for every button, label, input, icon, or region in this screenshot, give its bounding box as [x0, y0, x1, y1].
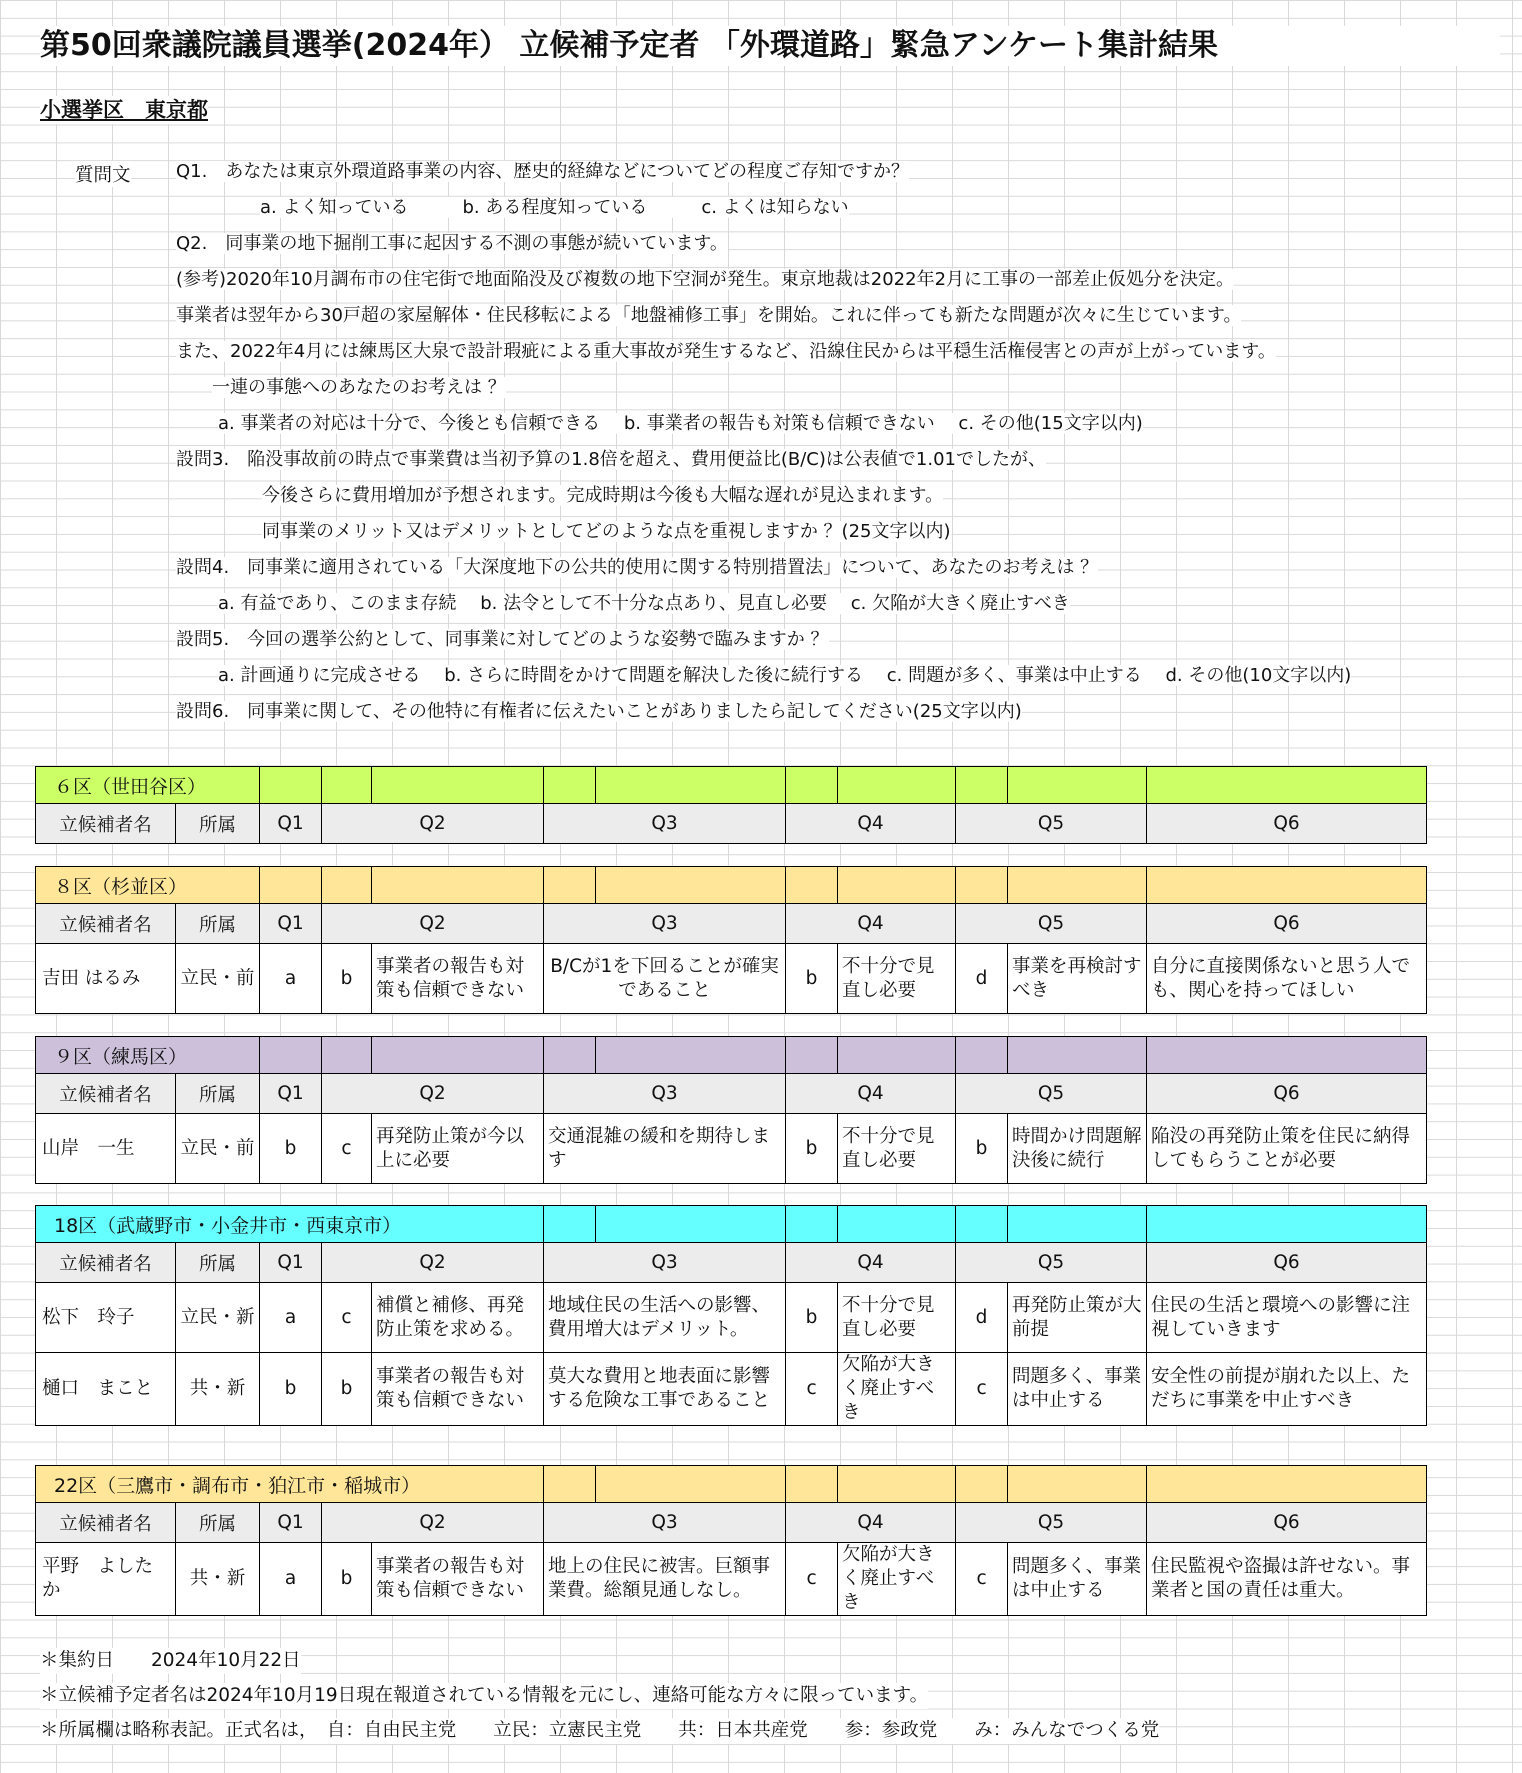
footnote-candidates: ＊立候補予定者名は2024年10月19日現在報道されている情報を元にし、連絡可能な方々に限っています。 — [40, 1683, 928, 1709]
col-q4: Q4 — [786, 1503, 956, 1543]
answer-q5: c — [956, 1353, 1008, 1426]
answer-q1: a — [260, 944, 322, 1014]
question-line: a. 事業者の対応は十分で、今後とも信頼できる b. 事業者の報告も対策も信頼できない c. その他(15文字以内) — [218, 413, 1143, 434]
col-q6: Q6 — [1147, 904, 1427, 944]
page-title: 第50回衆議院議員選挙(2024年） 立候補予定者 「外環道路」緊急アンケート集計結果 — [40, 26, 1500, 66]
column-header-row — [36, 1074, 1427, 1114]
district-header-row — [36, 1466, 1427, 1503]
col-q5: Q5 — [956, 804, 1147, 844]
district-table-setagaya — [35, 766, 1427, 844]
col-q3: Q3 — [544, 904, 786, 944]
question-line: a. よく知っている b. ある程度知っている c. よくは知らない — [260, 197, 849, 218]
answer-q2: b — [322, 1543, 372, 1616]
answer-q5: d — [956, 1283, 1008, 1353]
answer-q5-text: 問題多く、事業は中止する — [1008, 1543, 1147, 1616]
district-table-nerima — [35, 1036, 1427, 1184]
question-line: 一連の事態へのあなたのお考えは ？ — [212, 377, 506, 398]
district-header-row — [36, 767, 1427, 804]
col-q4: Q4 — [786, 804, 956, 844]
col-party: 所属 — [176, 1074, 260, 1114]
answer-q1: b — [260, 1114, 322, 1184]
answer-q5-text: 時間かけ問題解決後に続行 — [1008, 1114, 1147, 1184]
col-q6: Q6 — [1147, 1074, 1427, 1114]
question-line: 設問6. 同事業に関して、その他特に有権者に伝えたいことがありましたら記してください(25文字以内) — [176, 701, 1022, 722]
answer-q6: 住民監視や盗撮は許せない。事業者と国の責任は重大。 — [1147, 1543, 1427, 1616]
col-q2: Q2 — [322, 1503, 544, 1543]
question-line: 同事業のメリット又はデメリットとしてどのような点を重視しますか ？(25文字以内) — [262, 521, 951, 542]
district-label: 18区（武蔵野市・小金井市・西東京市） — [36, 1206, 544, 1243]
answer-q4-text: 欠陥が大きく廃止すべき — [838, 1353, 956, 1426]
table-row — [36, 1283, 1427, 1353]
answer-q2: c — [322, 1114, 372, 1184]
question-line: また、2022年4月には練馬区大泉で設計瑕疵による重大事故が発生するなど、沿線住民からは平穏生活権侵害との声が上がっています。 — [176, 341, 1276, 362]
col-q6: Q6 — [1147, 1503, 1427, 1543]
answer-q1: a — [260, 1283, 322, 1353]
answer-q4: b — [786, 1114, 838, 1184]
col-q3: Q3 — [544, 1243, 786, 1283]
col-q2: Q2 — [322, 904, 544, 944]
answer-q6: 住民の生活と環境への影響に注視していきます — [1147, 1283, 1427, 1353]
candidate-party: 立民・新 — [176, 1283, 260, 1353]
table-row — [36, 1114, 1427, 1184]
answer-q5: c — [956, 1543, 1008, 1616]
answer-q5: b — [956, 1114, 1008, 1184]
col-q3: Q3 — [544, 804, 786, 844]
candidate-party: 共・新 — [176, 1543, 260, 1616]
answer-q1: a — [260, 1543, 322, 1616]
question-line: (参考)2020年10月調布市の住宅街で地面陥没及び複数の地下空洞が発生。東京地裁は2022年2月に工事の一部差止仮処分を決定。 — [176, 269, 1235, 290]
col-q3: Q3 — [544, 1503, 786, 1543]
question-line: 事業者は翌年から30戸超の家屋解体・住民移転による「地盤補修工事」を開始。これに伴っても新たな問題が次々に生じています。 — [176, 305, 1242, 326]
district-header-row — [36, 1206, 1427, 1243]
col-q2: Q2 — [322, 1074, 544, 1114]
answer-q5-text: 事業を再検討すべき — [1008, 944, 1147, 1014]
table-row — [36, 1543, 1427, 1616]
answer-q2-text: 事業者の報告も対策も信頼できない — [372, 1543, 544, 1616]
district-label: ９区（練馬区） — [36, 1037, 260, 1074]
question-line: 設問5. 今回の選挙公約として、同事業に対してどのような姿勢で臨みますか ？ — [176, 629, 829, 650]
col-q4: Q4 — [786, 1243, 956, 1283]
col-name: 立候補者名 — [36, 904, 176, 944]
col-party: 所属 — [176, 904, 260, 944]
table-row — [36, 1353, 1427, 1426]
col-q3: Q3 — [544, 1074, 786, 1114]
answer-q1: b — [260, 1353, 322, 1426]
col-q4: Q4 — [786, 904, 956, 944]
question-line: a. 計画通りに完成させる b. さらに時間をかけて問題を解決した後に続行する c. 問題が多く、事業は中止する d. その他(10文字以内) — [218, 665, 1352, 686]
district-table-mitaka — [35, 1465, 1427, 1616]
district-table-suginami — [35, 866, 1427, 1014]
col-q1: Q1 — [260, 1503, 322, 1543]
answer-q4: b — [786, 944, 838, 1014]
col-q5: Q5 — [956, 1243, 1147, 1283]
answer-q3: 地上の住民に被害。巨額事業費。総額見通しなし。 — [544, 1543, 786, 1616]
answer-q3: 地域住民の生活への影響、費用増大はデメリット。 — [544, 1283, 786, 1353]
col-name: 立候補者名 — [36, 1074, 176, 1114]
answer-q4-text: 不十分で見直し必要 — [838, 944, 956, 1014]
col-q1: Q1 — [260, 1243, 322, 1283]
candidate-party: 共・新 — [176, 1353, 260, 1426]
subtitle: 小選挙区 東京都 — [40, 98, 208, 122]
answer-q4-text: 不十分で見直し必要 — [838, 1283, 956, 1353]
answer-q5-text: 再発防止策が大前提 — [1008, 1283, 1147, 1353]
question-line: 今後さらに費用増加が予想されます。完成時期は今後も大幅な遅れが見込まれます。 — [262, 485, 944, 506]
candidate-party: 立民・前 — [176, 1114, 260, 1184]
answer-q6: 自分に直接関係ないと思う人でも、関心を持ってほしい — [1147, 944, 1427, 1014]
answer-q5-text: 問題多く、事業は中止する — [1008, 1353, 1147, 1426]
answer-q3: B/Cが1を下回ることが確実であること — [544, 944, 786, 1014]
answer-q3: 莫大な費用と地表面に影響する危険な工事であること — [544, 1353, 786, 1426]
answer-q3: 交通混雑の緩和を期待します — [544, 1114, 786, 1184]
col-q1: Q1 — [260, 804, 322, 844]
col-q6: Q6 — [1147, 1243, 1427, 1283]
col-party: 所属 — [176, 1243, 260, 1283]
answer-q2-text: 再発防止策が今以上に必要 — [372, 1114, 544, 1184]
district-label: ６区（世田谷区） — [36, 767, 260, 804]
answer-q4-text: 不十分で見直し必要 — [838, 1114, 956, 1184]
table-row — [36, 944, 1427, 1014]
answer-q2-text: 補償と補修、再発防止策を求める。 — [372, 1283, 544, 1353]
district-label: 22区（三鷹市・調布市・狛江市・稲城市） — [36, 1466, 544, 1503]
col-q5: Q5 — [956, 1503, 1147, 1543]
col-name: 立候補者名 — [36, 804, 176, 844]
candidate-name: 吉田 はるみ — [36, 944, 176, 1014]
answer-q2: b — [322, 1353, 372, 1426]
column-header-row — [36, 804, 1427, 844]
district-header-row — [36, 1037, 1427, 1074]
column-header-row — [36, 904, 1427, 944]
answer-q6: 安全性の前提が崩れた以上、ただちに事業を中止すべき — [1147, 1353, 1427, 1426]
col-party: 所属 — [176, 1503, 260, 1543]
candidate-name: 平野 よしたか — [36, 1543, 176, 1616]
candidate-name: 松下 玲子 — [36, 1283, 176, 1353]
col-q1: Q1 — [260, 904, 322, 944]
col-q2: Q2 — [322, 1243, 544, 1283]
candidate-name: 樋口 まこと — [36, 1353, 176, 1426]
col-party: 所属 — [176, 804, 260, 844]
questions-label: 質問文 — [75, 161, 131, 187]
answer-q2: c — [322, 1283, 372, 1353]
question-line: 設問3. 陥没事故前の時点で事業費は当初予算の1.8倍を超え、費用便益比(B/C)は公表値で1.01でしたが、 — [176, 449, 1046, 470]
col-q2: Q2 — [322, 804, 544, 844]
col-q1: Q1 — [260, 1074, 322, 1114]
district-label: ８区（杉並区） — [36, 867, 260, 904]
answer-q4: b — [786, 1283, 838, 1353]
col-q5: Q5 — [956, 1074, 1147, 1114]
col-name: 立候補者名 — [36, 1243, 176, 1283]
question-line: a. 有益であり、このまま存続 b. 法令として不十分な点あり、見直し必要 c. 欠陥が大きく廃止すべき — [218, 593, 1070, 614]
answer-q5: d — [956, 944, 1008, 1014]
col-q4: Q4 — [786, 1074, 956, 1114]
footnote-parties: ＊所属欄は略称表記。正式名は， 自：自由民主党 立民：立憲民主党 共：日本共産党 参：参政党 み：みんなでつくる党 — [40, 1718, 1159, 1744]
question-line: Q1. あなたは東京外環道路事業の内容、歴史的経緯などについてどの程度ご存知ですか？ — [176, 161, 909, 182]
question-line: 設問4. 同事業に適用されている「大深度地下の公共的使用に関する特別措置法」について、あなたのお考えは ？ — [176, 557, 1099, 578]
col-q6: Q6 — [1147, 804, 1427, 844]
candidate-name: 山岸 一生 — [36, 1114, 176, 1184]
answer-q6: 陥没の再発防止策を住民に納得してもらうことが必要 — [1147, 1114, 1427, 1184]
column-header-row — [36, 1243, 1427, 1283]
answer-q2-text: 事業者の報告も対策も信頼できない — [372, 1353, 544, 1426]
district-table-musashino — [35, 1205, 1427, 1426]
col-name: 立候補者名 — [36, 1503, 176, 1543]
answer-q2-text: 事業者の報告も対策も信頼できない — [372, 944, 544, 1014]
candidate-party: 立民・前 — [176, 944, 260, 1014]
answer-q4: c — [786, 1353, 838, 1426]
answer-q4: c — [786, 1543, 838, 1616]
column-header-row — [36, 1503, 1427, 1543]
footnote-date: ＊集約日 2024年10月22日 — [40, 1648, 301, 1674]
col-q5: Q5 — [956, 904, 1147, 944]
district-header-row — [36, 867, 1427, 904]
answer-q4-text: 欠陥が大きく廃止すべき — [838, 1543, 956, 1616]
question-line: Q2. 同事業の地下掘削工事に起因する不測の事態が続いています。 — [176, 233, 728, 254]
answer-q2: b — [322, 944, 372, 1014]
